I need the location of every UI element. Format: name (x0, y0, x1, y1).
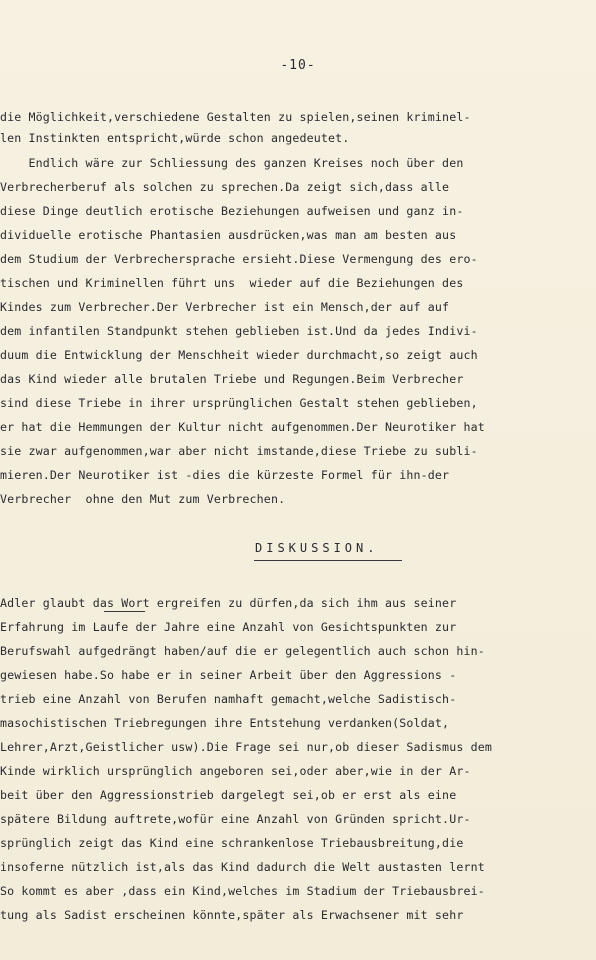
body-line: gewiesen habe.So habe er in seiner Arbeit über den Aggressions - (0, 668, 457, 682)
body-line: er hat die Hemmungen der Kultur nicht aufgenommen.Der Neurotiker hat (0, 420, 485, 434)
body-line: tischen und Kriminellen führt uns wieder auf die Beziehungen des (0, 276, 464, 290)
body-line: sind diese Triebe in ihrer ursprünglichen Gestalt stehen geblieben, (0, 396, 478, 410)
body-line: Erfahrung im Laufe der Jahre eine Anzahl von Gesichtspunkten zur (0, 620, 457, 634)
body-line: spätere Bildung auftrete,wofür eine Anzahl von Gründen spricht.Ur- (0, 812, 471, 826)
body-line: Lehrer,Arzt,Geistlicher usw).Die Frage sei nur,ob dieser Sadismus dem (0, 740, 492, 754)
body-line: masochistischen Triebregungen ihre Entstehung verdanken(Soldat, (0, 716, 450, 730)
body-line: trieb eine Anzahl von Berufen namhaft gemacht,welche Sadistisch- (0, 692, 457, 706)
page-number: -10- (280, 58, 316, 73)
body-line: sie zwar aufgenommen,war aber nicht imstande,diese Triebe zu subli- (0, 444, 478, 458)
body-line: die Möglichkeit,verschiedene Gestalten zu spielen,seinen kriminel- (0, 110, 471, 124)
body-line: beit über den Aggressionstrieb dargelegt sei,ob er erst als eine (0, 788, 457, 802)
body-line: Verbrecherberuf als solchen zu sprechen.Da zeigt sich,dass alle (0, 180, 450, 194)
body-line: tung als Sadist erscheinen könnte,später als Erwachsener mit sehr (0, 908, 464, 922)
heading-underline (254, 560, 402, 561)
body-line: dem infantilen Standpunkt stehen geblieben ist.Und da jedes Indivi- (0, 324, 478, 338)
body-line: das Kind wieder alle brutalen Triebe und Regungen.Beim Verbrecher (0, 372, 464, 386)
body-line: Adler glaubt das Wort ergreifen zu dürfen,da sich ihm aus seiner (0, 596, 457, 610)
body-line: So kommt es aber ,dass ein Kind,welches im Stadium der Triebausbrei- (0, 884, 485, 898)
body-line: Kindes zum Verbrecher.Der Verbrecher ist ein Mensch,der auf auf (0, 300, 450, 314)
body-line: Endlich wäre zur Schliessung des ganzen Kreises noch über den (0, 156, 464, 170)
name-underline (104, 611, 145, 612)
body-line: insoferne nützlich ist,als das Kind dadurch die Welt austasten lernt (0, 860, 485, 874)
body-line: Berufswahl aufgedrängt haben/auf die er gelegentlich auch schon hin- (0, 644, 485, 658)
section-heading: DISKUSSION. (255, 541, 379, 555)
body-line: mieren.Der Neurotiker ist -dies die kürzeste Formel für ihn-der (0, 468, 450, 482)
body-line: dividuelle erotische Phantasien ausdrücken,was man am besten aus (0, 228, 457, 242)
body-line: len Instinkten entspricht,würde schon angedeutet. (0, 131, 350, 145)
body-line: diese Dinge deutlich erotische Beziehungen aufweisen und ganz in- (0, 204, 464, 218)
body-line: sprünglich zeigt das Kind eine schrankenlose Triebausbreitung,die (0, 836, 464, 850)
body-line: Kinde wirklich ursprünglich angeboren sei,oder aber,wie in der Ar- (0, 764, 471, 778)
body-line: duum die Entwicklung der Menschheit wieder durchmacht,so zeigt auch (0, 348, 478, 362)
body-line: dem Studium der Verbrechersprache ersieht.Diese Vermengung des ero- (0, 252, 478, 266)
body-line: Verbrecher ohne den Mut zum Verbrechen. (0, 492, 286, 506)
